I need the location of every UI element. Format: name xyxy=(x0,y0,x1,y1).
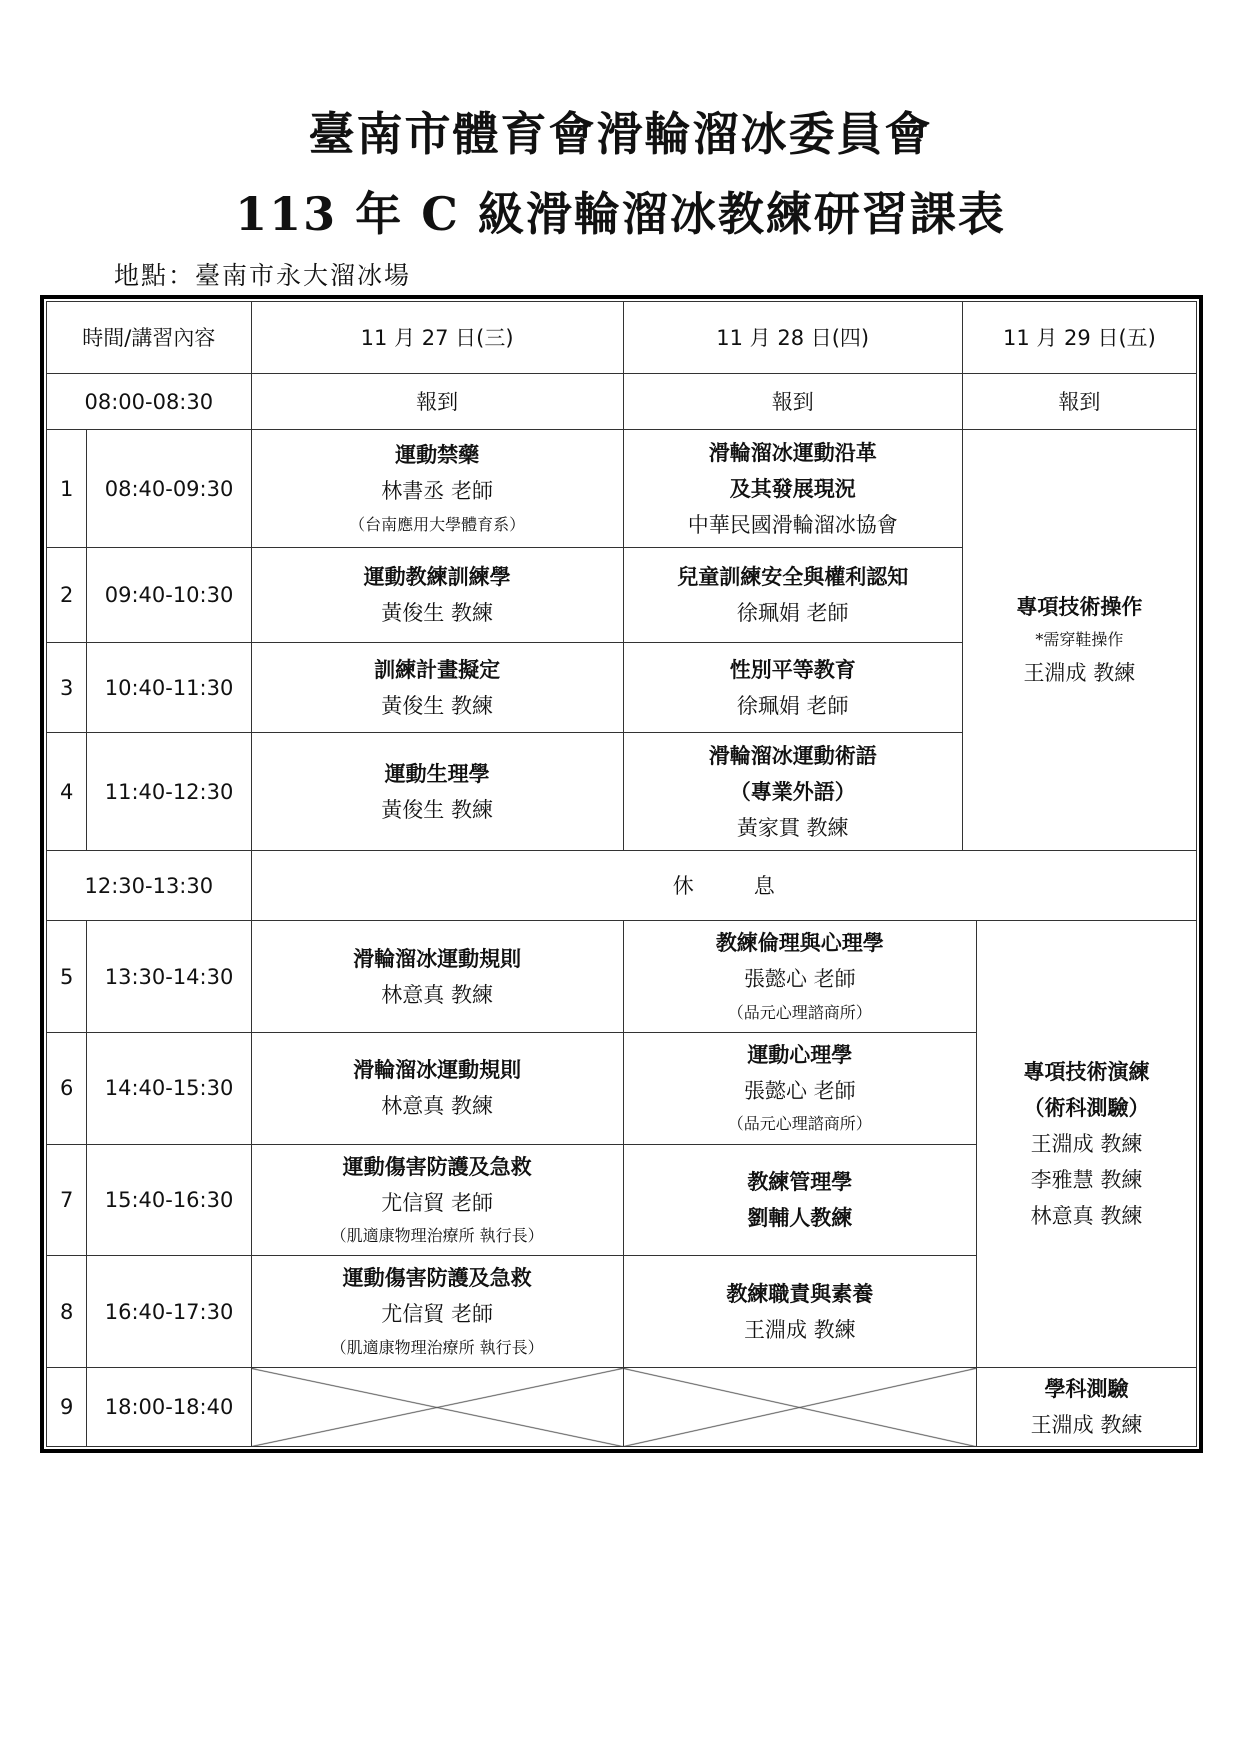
teacher-name: 王淵成 教練 xyxy=(743,1317,856,1342)
teacher-name: 黃俊生 教練 xyxy=(381,797,493,822)
title-line-1: 臺南市體育會滑輪溜冰委員會 xyxy=(308,107,933,161)
course-title: 教練職責與素養 xyxy=(726,1280,874,1306)
course-title: 運動傷害防護及急救 xyxy=(342,1153,532,1179)
row-time: 10:40-11:30 xyxy=(87,642,251,733)
row-number: 9 xyxy=(47,1368,87,1447)
session-cell xyxy=(251,921,623,1033)
checkin-row xyxy=(47,374,1197,430)
teacher-name: 林意真 教練 xyxy=(381,982,493,1007)
teacher-name: 王淵成 教練 xyxy=(1023,661,1136,686)
session-cell xyxy=(623,430,962,548)
checkin-day1: 報到 xyxy=(251,374,623,430)
row-number: 8 xyxy=(47,1256,87,1368)
row-time: 08:40-09:30 xyxy=(87,430,251,548)
location-label: 地點：臺南市永大溜冰場 xyxy=(114,261,412,290)
teacher-name: 林意真 教練 xyxy=(381,1094,493,1119)
course-title-cont: 及其發展現況 xyxy=(729,475,856,501)
teacher-name: 尤信貿 老師 xyxy=(381,1302,493,1327)
course-title: 訓練計畫擬定 xyxy=(374,656,501,682)
teacher-name: 王淵成 教練 xyxy=(1030,1132,1143,1157)
checkin-day2: 報到 xyxy=(623,374,962,430)
table-row xyxy=(47,921,1197,1033)
table-row xyxy=(47,1368,1197,1447)
teacher-name: 徐珮娟 老師 xyxy=(736,601,849,625)
header-day1: 11 月 27 日(三) xyxy=(251,302,623,374)
row-time: 13:30-14:30 xyxy=(87,921,251,1033)
course-title: 運動傷害防護及急救 xyxy=(342,1265,532,1291)
course-title: 專項技術操作 xyxy=(1016,593,1143,619)
session-cell xyxy=(623,642,962,733)
teacher-name: 黃俊生 教練 xyxy=(381,693,493,718)
teacher-name: 張懿心 老師 xyxy=(743,1079,856,1104)
row-time: 14:40-15:30 xyxy=(87,1033,251,1145)
header-day2: 11 月 28 日(四) xyxy=(623,302,962,374)
teacher-name: 林書丞 老師 xyxy=(381,479,493,504)
teacher-name: 尤信貿 老師 xyxy=(381,1190,493,1215)
checkin-day3: 報到 xyxy=(962,374,1196,430)
teacher-affiliation: （品元心理諮商所） xyxy=(727,1002,872,1022)
teacher-name: 徐珮娟 老師 xyxy=(736,693,849,718)
course-title: 學科測驗 xyxy=(1044,1375,1129,1401)
course-note: *需穿鞋操作 xyxy=(1035,630,1124,650)
break-row xyxy=(47,851,1197,921)
teacher-affiliation: （台南應用大學體育系） xyxy=(349,514,526,534)
break-label-part2: 息 xyxy=(753,873,775,898)
empty-crossed-cell xyxy=(623,1368,976,1447)
course-title: 教練倫理與心理學 xyxy=(715,930,884,956)
course-title: 運動禁藥 xyxy=(395,442,480,468)
session-cell xyxy=(251,1033,623,1145)
teacher-name: 張懿心 老師 xyxy=(743,967,856,992)
row-number: 6 xyxy=(47,1033,87,1145)
row-number: 4 xyxy=(47,733,87,851)
session-cell xyxy=(251,548,623,643)
course-title: 滑輪溜冰運動規則 xyxy=(353,945,522,971)
session-cell xyxy=(977,1368,1197,1447)
row-time: 15:40-16:30 xyxy=(87,1144,251,1256)
header-row xyxy=(47,302,1197,374)
checkin-time: 08:00-08:30 xyxy=(47,374,252,430)
break-label-part1: 休 xyxy=(672,873,694,898)
session-cell xyxy=(251,1144,623,1256)
header-corner: 時間/講習內容 xyxy=(47,302,252,374)
row-number: 1 xyxy=(47,430,87,548)
teacher-name: 王淵成 教練 xyxy=(1030,1413,1143,1437)
break-label xyxy=(251,851,1196,921)
session-cell xyxy=(623,1144,976,1256)
session-cell xyxy=(623,548,962,643)
course-title: 運動教練訓練學 xyxy=(363,563,511,589)
course-title: 運動生理學 xyxy=(384,760,490,786)
schedule-table xyxy=(46,301,1197,1447)
day3-morning-cell xyxy=(962,430,1196,851)
teacher-name: 劉輔人教練 xyxy=(747,1205,853,1230)
course-title: 兒童訓練安全與權利認知 xyxy=(677,563,909,589)
teacher-name: 林意真 教練 xyxy=(1030,1204,1143,1229)
session-cell xyxy=(623,921,976,1033)
teacher-name: 李雅慧 教練 xyxy=(1030,1168,1143,1193)
session-cell xyxy=(623,733,962,851)
teacher-name: 中華民國滑輪溜冰協會 xyxy=(687,512,898,537)
course-title-cont: （專業外語） xyxy=(729,778,856,804)
header-day3: 11 月 29 日(五) xyxy=(962,302,1196,374)
teacher-name: 黃俊生 教練 xyxy=(381,601,493,625)
row-number: 5 xyxy=(47,921,87,1033)
row-number: 7 xyxy=(47,1144,87,1256)
row-time: 18:00-18:40 xyxy=(87,1368,251,1447)
course-title: 性別平等教育 xyxy=(729,656,856,682)
teacher-affiliation: （肌適康物理治療所 執行長） xyxy=(330,1225,544,1245)
row-time: 09:40-10:30 xyxy=(87,548,251,643)
session-cell xyxy=(623,1256,976,1368)
session-cell xyxy=(623,1033,976,1145)
row-time: 11:40-12:30 xyxy=(87,733,251,851)
teacher-name: 黃家貫 教練 xyxy=(736,815,849,840)
session-cell xyxy=(251,430,623,548)
course-title: 教練管理學 xyxy=(747,1168,853,1194)
course-title: 滑輪溜冰運動術語 xyxy=(708,742,877,768)
session-cell xyxy=(251,1256,623,1368)
day3-afternoon-cell xyxy=(977,921,1197,1368)
teacher-affiliation: （肌適康物理治療所 執行長） xyxy=(330,1337,544,1357)
row-number: 3 xyxy=(47,642,87,733)
course-title: 滑輪溜冰運動沿革 xyxy=(708,439,877,465)
teacher-affiliation: （品元心理諮商所） xyxy=(727,1114,872,1134)
break-time: 12:30-13:30 xyxy=(47,851,252,921)
course-title: 專項技術演練 xyxy=(1023,1058,1150,1084)
course-title: 運動心理學 xyxy=(747,1042,853,1068)
course-title-cont: （術科測驗） xyxy=(1023,1095,1150,1120)
table-row xyxy=(47,430,1197,548)
empty-crossed-cell xyxy=(251,1368,623,1447)
title-line-2: 113 年 C 級滑輪溜冰教練研習課表 xyxy=(235,187,1006,241)
session-cell xyxy=(251,642,623,733)
course-title: 滑輪溜冰運動規則 xyxy=(353,1057,522,1083)
row-number: 2 xyxy=(47,548,87,643)
session-cell xyxy=(251,733,623,851)
row-time: 16:40-17:30 xyxy=(87,1256,251,1368)
